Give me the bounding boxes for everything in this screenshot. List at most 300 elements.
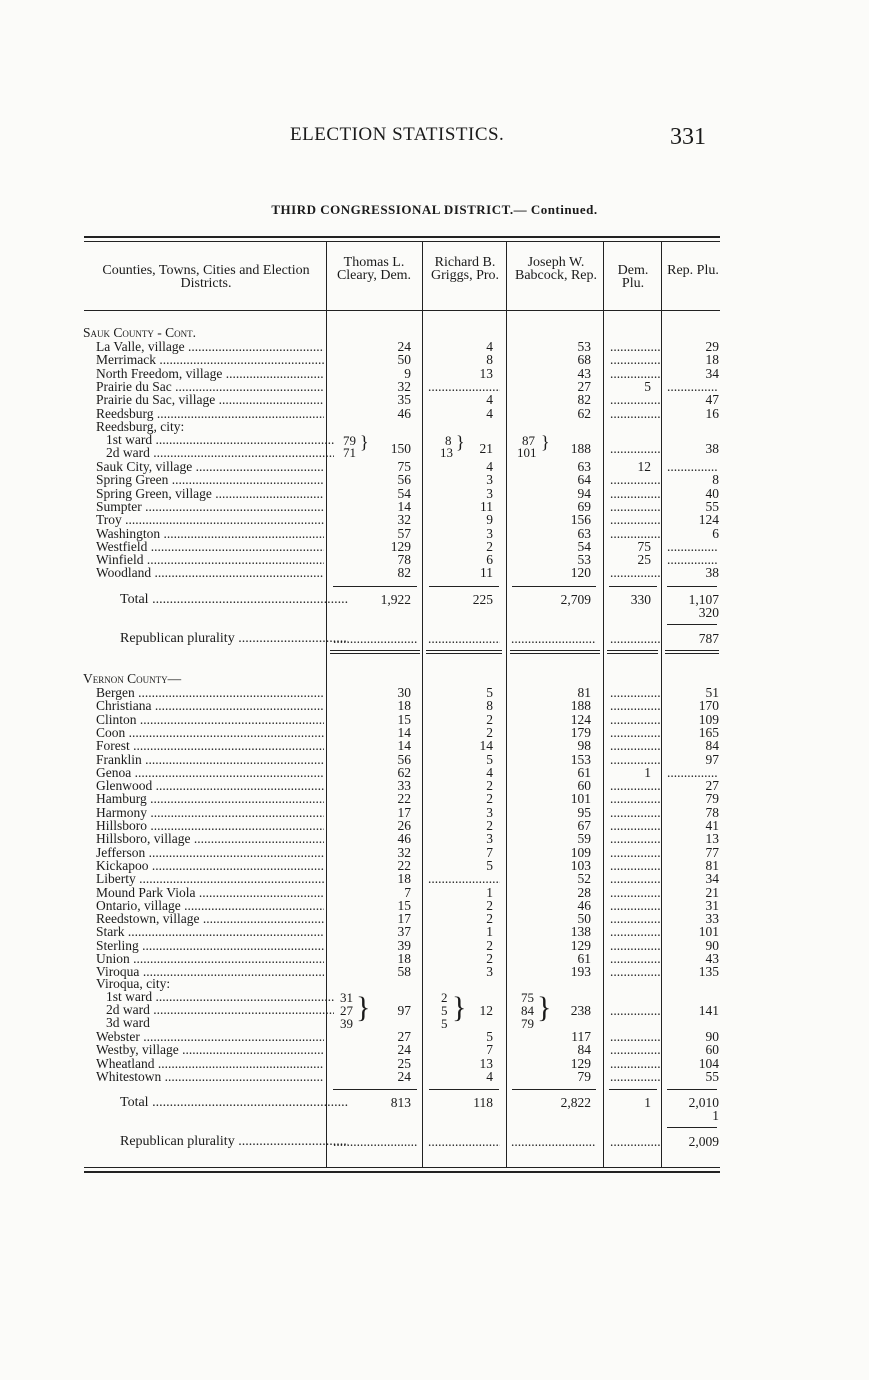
leader-dots [610, 353, 660, 367]
rep-plurality: 55 [705, 1068, 719, 1084]
cleary-votes: 56 [397, 751, 411, 767]
leader-dots [610, 1003, 660, 1019]
cleary-votes: 129 [390, 538, 411, 554]
table-row [0, 367, 869, 381]
rep-plurality: 81 [705, 857, 719, 873]
cleary-votes: 9 [404, 365, 411, 381]
leader-dots [610, 441, 660, 457]
cleary-votes: 7 [404, 884, 411, 900]
row-label: Washington ..... [96, 527, 324, 541]
row-label: Prairie du Sac ..... [96, 380, 324, 394]
row-label: Webster ..... [96, 1030, 324, 1044]
total-babcock: 2,709 [560, 592, 591, 607]
ward-rep-plurality: 38 [705, 441, 719, 456]
row-label: Liberty ..... [96, 872, 324, 886]
leader-dots [610, 925, 660, 939]
table-row [0, 460, 869, 474]
sum-rule [512, 586, 596, 587]
table-top-rule-thin [84, 241, 720, 242]
table-row [0, 340, 869, 354]
babcock-votes: 43 [577, 365, 591, 381]
sum-rule [667, 586, 717, 587]
table-row [0, 513, 869, 527]
table-row [0, 912, 869, 926]
total-row-continued [0, 606, 869, 620]
rep-plurality: 8 [712, 472, 719, 488]
row-label: Winfield ..... [96, 553, 324, 567]
griggs-votes: 4 [486, 764, 493, 780]
plurality-value: 2,009 [688, 1134, 719, 1149]
cleary-votes: 22 [397, 791, 411, 807]
griggs-votes: 3 [486, 472, 493, 488]
table-row [0, 766, 869, 780]
griggs-votes: 1 [486, 884, 493, 900]
babcock-votes: 67 [577, 818, 591, 833]
total-row-continued [0, 1109, 869, 1123]
ward-total: 238 [570, 1003, 591, 1018]
ward-value: 71 [343, 445, 356, 460]
griggs-votes: 3 [486, 485, 493, 501]
cleary-votes: 46 [397, 405, 411, 421]
rep-plurality: 18 [705, 352, 719, 368]
griggs-votes: 4 [486, 459, 493, 474]
rep-plurality: 135 [698, 964, 719, 980]
table-row [0, 713, 869, 727]
ward-label: 2d ward ..... [106, 1003, 334, 1017]
brace-icon: } [356, 991, 371, 1024]
leader-dots [610, 832, 660, 846]
cleary-votes: 17 [397, 911, 411, 927]
griggs-votes: 13 [479, 365, 493, 381]
cleary-votes: 56 [397, 472, 411, 488]
babcock-votes: 193 [570, 964, 591, 980]
griggs-votes: 14 [479, 738, 493, 754]
rep-plurality: 55 [705, 498, 719, 514]
griggs-votes: 2 [486, 951, 493, 966]
leader-dots [610, 1057, 660, 1071]
ward-value: 79 [521, 1016, 534, 1031]
table-row [0, 1043, 869, 1057]
table-row [0, 925, 869, 939]
table-row [0, 1057, 869, 1071]
leader-dots [610, 859, 660, 873]
row-label: Franklin ..... [96, 753, 324, 767]
dem-plurality: 75 [637, 538, 651, 554]
cleary-votes: 32 [397, 378, 411, 394]
cleary-votes: 57 [397, 525, 411, 541]
table-bottom-rule-thick [84, 1171, 720, 1173]
row-label: Prairie du Sac, village ..... [96, 393, 324, 407]
rep-plurality: 21 [705, 884, 719, 900]
leader-dots [610, 699, 660, 713]
county-heading-row [0, 672, 869, 686]
table-row [0, 1070, 869, 1084]
griggs-votes: 2 [486, 724, 493, 740]
table-row [0, 739, 869, 753]
table-row [0, 473, 869, 487]
rep-plurality: 33 [705, 911, 719, 927]
leader-dots [610, 779, 660, 793]
header-rule [84, 310, 720, 311]
ward-value: 2 [441, 990, 448, 1005]
babcock-votes: 63 [577, 459, 591, 474]
rep-plurality: 29 [705, 339, 719, 354]
county-heading: Vernon County— [83, 672, 182, 686]
table-row [0, 407, 869, 421]
griggs-votes: 5 [486, 685, 493, 700]
ward-value: 8 [445, 433, 452, 448]
table-title: THIRD CONGRESSIONAL DISTRICT.— Continued. [271, 202, 598, 217]
total-dem-offset: 320 [698, 605, 719, 620]
griggs-votes: 3 [486, 964, 493, 980]
leader-dots [610, 367, 660, 381]
total-dem-plurality: 330 [630, 592, 651, 607]
cleary-votes: 46 [397, 831, 411, 847]
babcock-votes: 61 [577, 764, 591, 780]
babcock-votes: 53 [577, 552, 591, 568]
cleary-votes: 18 [397, 951, 411, 966]
rep-plurality: 101 [698, 924, 719, 940]
ward-total: 97 [397, 1003, 411, 1018]
ward-row [0, 446, 869, 460]
cleary-votes: 78 [397, 552, 411, 568]
sum-rule [609, 1089, 657, 1090]
total-cleary: 813 [390, 1095, 411, 1110]
leader-dots [610, 739, 660, 753]
leader-dots [667, 540, 717, 554]
cleary-votes: 24 [397, 339, 411, 354]
leader-dots [511, 632, 596, 646]
rep-plurality: 165 [698, 724, 719, 740]
leader-dots [610, 1043, 660, 1057]
griggs-votes: 4 [486, 392, 493, 408]
ward-label: 2d ward ..... [106, 446, 334, 460]
griggs-votes: 2 [486, 711, 493, 727]
ward-value: 75 [521, 990, 534, 1005]
griggs-votes: 2 [486, 791, 493, 807]
table-row [0, 527, 869, 541]
ward-total: 21 [479, 441, 493, 456]
table-row [0, 699, 869, 713]
table-row [0, 726, 869, 740]
cleary-votes: 39 [397, 937, 411, 953]
leader-dots [610, 939, 660, 953]
total-label: Total ..... [120, 1096, 348, 1110]
babcock-votes: 64 [577, 472, 591, 488]
babcock-votes: 98 [577, 738, 591, 754]
leader-dots [610, 713, 660, 727]
header-dem-plurality: Dem. Plu. [617, 263, 649, 291]
table-bottom-rule [84, 1167, 720, 1168]
leader-dots [428, 1135, 500, 1149]
county-heading-row [0, 326, 869, 340]
babcock-votes: 62 [577, 405, 591, 421]
row-label: Coon ..... [96, 726, 324, 740]
leader-dots [610, 792, 660, 806]
total-dem-plurality: 1 [644, 1095, 651, 1110]
table-top-rule [84, 236, 720, 238]
total-griggs: 118 [473, 1095, 493, 1110]
griggs-votes: 7 [486, 844, 493, 860]
babcock-votes: 68 [577, 352, 591, 368]
babcock-votes: 120 [570, 565, 591, 581]
cleary-votes: 14 [397, 498, 411, 514]
table-row [0, 899, 869, 913]
total-row [0, 1096, 869, 1110]
dem-plurality: 25 [637, 552, 651, 568]
row-label: Whitestown ..... [96, 1070, 324, 1084]
leader-dots [610, 899, 660, 913]
row-label: Kickapoo ..... [96, 859, 324, 873]
babcock-votes: 60 [577, 778, 591, 794]
plurality-label: Republican plurality ..... [120, 1135, 348, 1149]
table-row [0, 886, 869, 900]
griggs-votes: 2 [486, 937, 493, 953]
sum-rule [333, 586, 417, 587]
county-heading: Sauk County - Cont. [83, 326, 197, 340]
rep-plurality: 34 [705, 871, 719, 887]
row-label: Hillsboro, village ..... [96, 832, 324, 846]
table-row [0, 1030, 869, 1044]
cleary-votes: 30 [397, 685, 411, 700]
row-label: Sterling ..... [96, 939, 324, 953]
ward-row [0, 433, 869, 447]
row-label: Viroqua ..... [96, 965, 324, 979]
rep-plurality: 13 [705, 831, 719, 847]
brace-icon: } [541, 432, 550, 452]
ward-label: 1st ward ..... [106, 433, 334, 447]
row-label: Bergen ..... [96, 686, 324, 700]
griggs-votes: 5 [486, 857, 493, 873]
row-label: Merrimack ..... [96, 353, 324, 367]
ward-value: 5 [441, 1016, 448, 1031]
row-label: Westfield ..... [96, 540, 324, 554]
cleary-votes: 35 [397, 392, 411, 408]
cleary-votes: 32 [397, 844, 411, 860]
subheading-row [0, 420, 869, 434]
babcock-votes: 50 [577, 911, 591, 927]
table-row [0, 686, 869, 700]
babcock-votes: 54 [577, 538, 591, 554]
babcock-votes: 59 [577, 831, 591, 847]
griggs-votes: 11 [480, 565, 493, 581]
rep-plurality: 27 [705, 778, 719, 794]
leader-dots [333, 1135, 418, 1149]
cleary-votes: 14 [397, 738, 411, 754]
babcock-votes: 53 [577, 339, 591, 354]
rep-plurality: 6 [712, 525, 719, 541]
plurality-value: 787 [698, 631, 719, 646]
row-label: Jefferson ..... [96, 846, 324, 860]
ward-total: 188 [570, 441, 591, 456]
leader-dots [610, 819, 660, 833]
row-label: Forest ..... [96, 739, 324, 753]
row-label: Genoa ..... [96, 766, 324, 780]
row-label: Woodland ..... [96, 566, 324, 580]
babcock-votes: 129 [570, 937, 591, 953]
total-griggs: 225 [472, 592, 493, 607]
griggs-votes: 4 [486, 1068, 493, 1084]
leader-dots [511, 1135, 596, 1149]
rep-plurality: 31 [705, 897, 719, 913]
row-label: Reedsburg ..... [96, 407, 324, 421]
rep-plurality: 104 [698, 1055, 719, 1071]
griggs-votes: 6 [486, 552, 493, 568]
ward-value: 101 [517, 445, 537, 460]
babcock-votes: 124 [570, 711, 591, 727]
cleary-votes: 15 [397, 897, 411, 913]
rep-plurality: 78 [705, 804, 719, 820]
table-row [0, 540, 869, 554]
total-cleary: 1,922 [380, 592, 411, 607]
leader-dots [610, 872, 660, 886]
row-label: Clinton ..... [96, 713, 324, 727]
griggs-votes: 2 [486, 897, 493, 913]
babcock-votes: 188 [570, 698, 591, 714]
rep-plurality: 90 [705, 937, 719, 953]
ward-total: 150 [390, 441, 411, 456]
babcock-votes: 52 [577, 871, 591, 887]
running-head: ELECTION STATISTICS. [290, 124, 505, 145]
rep-plurality: 77 [705, 844, 719, 860]
ward-row [0, 990, 869, 1004]
row-label: Wheatland ..... [96, 1057, 324, 1071]
row-label: Sauk City, village ..... [96, 460, 324, 474]
double-rule [510, 650, 600, 654]
row-label: Spring Green ..... [96, 473, 324, 487]
rep-plurality: 43 [705, 951, 719, 966]
babcock-votes: 179 [570, 724, 591, 740]
babcock-votes: 156 [570, 512, 591, 528]
leader-dots [610, 500, 660, 514]
leader-dots [610, 513, 660, 527]
sum-rule [667, 624, 717, 625]
cleary-votes: 26 [397, 818, 411, 833]
ward-value: 84 [521, 1003, 534, 1018]
row-label: Union ..... [96, 952, 324, 966]
row-label: Glenwood ..... [96, 779, 324, 793]
griggs-votes: 7 [486, 1042, 493, 1058]
leader-dots [610, 886, 660, 900]
table-row [0, 872, 869, 886]
cleary-votes: 27 [397, 1029, 411, 1044]
leader-dots [610, 1030, 660, 1044]
double-rule [607, 650, 658, 654]
cleary-votes: 24 [397, 1042, 411, 1058]
babcock-votes: 46 [577, 897, 591, 913]
griggs-votes: 1 [486, 924, 493, 940]
row-label: Sumpter ..... [96, 500, 324, 514]
sum-rule [667, 1089, 717, 1090]
griggs-votes: 2 [486, 538, 493, 554]
leader-dots [610, 686, 660, 700]
babcock-votes: 94 [577, 485, 591, 501]
total-rep-plurality: 2,010 [688, 1095, 719, 1110]
babcock-votes: 101 [570, 791, 591, 807]
babcock-votes: 109 [570, 844, 591, 860]
ward-label: 1st ward ..... [106, 990, 334, 1004]
table-row [0, 566, 869, 580]
plurality-label: Republican plurality ..... [120, 632, 348, 646]
rep-plurality: 170 [698, 698, 719, 714]
rep-plurality: 38 [705, 565, 719, 581]
rep-plurality: 124 [698, 512, 719, 528]
babcock-votes: 63 [577, 525, 591, 541]
rep-plurality: 90 [705, 1029, 719, 1044]
table-row [0, 779, 869, 793]
table-row [0, 952, 869, 966]
griggs-votes: 3 [486, 804, 493, 820]
ward-row [0, 1016, 869, 1030]
header-county: Counties, Towns, Cities and Election Districts. [102, 263, 310, 291]
plurality-row [0, 632, 869, 646]
leader-dots [610, 806, 660, 820]
rep-plurality: 79 [705, 791, 719, 807]
rep-plurality: 16 [705, 405, 719, 421]
cleary-votes: 33 [397, 778, 411, 794]
table-row [0, 380, 869, 394]
table-row [0, 353, 869, 367]
row-label: Troy ..... [96, 513, 324, 527]
brace-icon: } [456, 432, 465, 452]
rep-plurality: 47 [705, 392, 719, 408]
table-row [0, 846, 869, 860]
griggs-votes: 9 [486, 512, 493, 528]
cleary-votes: 37 [397, 924, 411, 940]
sum-rule [512, 1089, 596, 1090]
cleary-votes: 25 [397, 1055, 411, 1071]
leader-dots [667, 460, 717, 474]
griggs-votes: 2 [486, 818, 493, 833]
ward-rep-plurality: 141 [698, 1003, 719, 1018]
leader-dots [610, 487, 660, 501]
ward-row [0, 1003, 869, 1017]
leader-dots [610, 340, 660, 354]
page-number: 331 [670, 124, 706, 150]
leader-dots [610, 952, 660, 966]
griggs-votes: 3 [486, 831, 493, 847]
city-label: Reedsburg, city: [96, 420, 185, 434]
leader-dots [610, 1070, 660, 1084]
babcock-votes: 138 [570, 924, 591, 940]
cleary-votes: 18 [397, 871, 411, 887]
babcock-votes: 95 [577, 804, 591, 820]
row-label: Mound Park Viola ..... [96, 886, 324, 900]
table-row [0, 553, 869, 567]
table-row [0, 806, 869, 820]
table-row [0, 832, 869, 846]
city-label: Viroqua, city: [96, 977, 171, 991]
sum-rule [667, 1127, 717, 1128]
leader-dots [610, 846, 660, 860]
griggs-votes: 13 [479, 1055, 493, 1071]
griggs-votes: 2 [486, 778, 493, 794]
brace-icon: } [537, 991, 552, 1024]
rep-plurality: 34 [705, 365, 719, 381]
leader-dots [610, 566, 660, 580]
cleary-votes: 82 [397, 565, 411, 581]
row-label: Westby, village ..... [96, 1043, 324, 1057]
rep-plurality: 97 [705, 751, 719, 767]
double-rule [665, 650, 719, 654]
subheading-row [0, 977, 869, 991]
header-cleary: Thomas L. Cleary, Dem. [336, 255, 412, 283]
cleary-votes: 18 [397, 698, 411, 714]
table-row [0, 753, 869, 767]
leader-dots [610, 527, 660, 541]
ward-label: 3d ward [106, 1016, 150, 1030]
row-label: La Valle, village ..... [96, 340, 324, 354]
